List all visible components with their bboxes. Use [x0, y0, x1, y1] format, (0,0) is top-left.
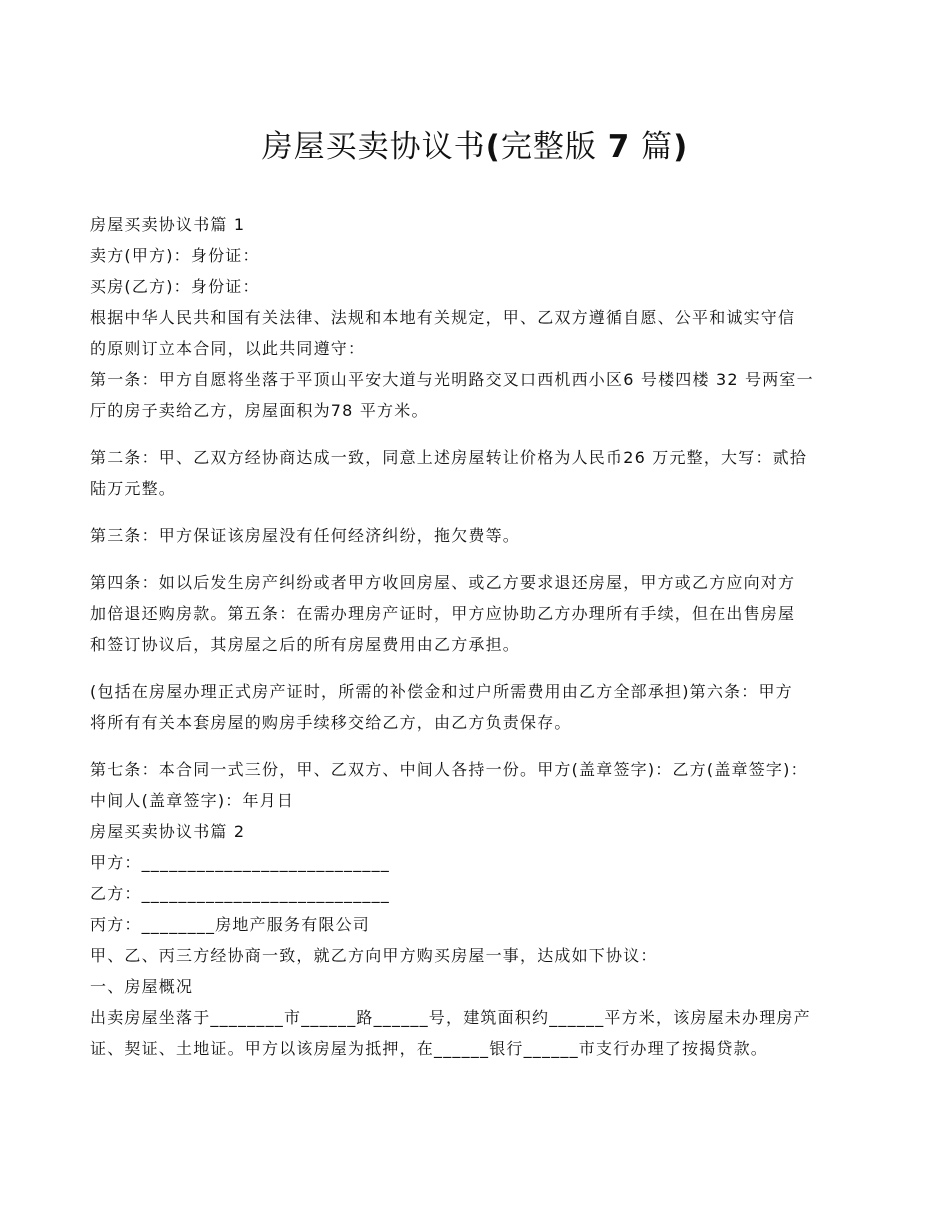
- preamble-line-2: 的原则订立本合同，以此共同遵守：: [90, 339, 366, 358]
- document-body: [90, 209, 880, 1064]
- party-c-line: 丙方：________房地产服务有限公司: [90, 915, 371, 934]
- party-a-line: 甲方：___________________________: [90, 853, 390, 872]
- party-b-line: 乙方：___________________________: [90, 884, 390, 903]
- clause-6-line-1: (包括在房屋办理正式房产证时，所需的补偿金和过户所需费用由乙方全部承担)第六条：甲方: [90, 682, 793, 701]
- clause-2-line-2: 陆万元整。: [90, 479, 177, 498]
- clause-4-line-3: 和签订协议后，其房屋之后的所有房屋费用由乙方承担。: [90, 635, 521, 654]
- title-prefix: 房屋买卖协议书: [261, 129, 486, 165]
- section-heading-2: 房屋买卖协议书篇 2: [90, 822, 246, 841]
- buyer-line: 买房(乙方)：身份证：: [90, 277, 260, 296]
- clause-7-line-2: 中间人(盖章签字)：年月日: [90, 791, 295, 810]
- section-heading-1: 房屋买卖协议书篇 1: [90, 215, 246, 234]
- clause-4-line-1: 第四条：如以后发生房产纠纷或者甲方收回房屋、或乙方要求退还房屋，甲方或乙方应向对方: [90, 573, 796, 592]
- property-overview-heading: 一、房屋概况: [90, 977, 194, 996]
- property-overview-line-1: 出卖房屋坐落于________市______路______号，建筑面积约______平方米，该房屋未办理房产: [90, 1008, 811, 1027]
- paragraph-gap: [90, 660, 880, 676]
- property-overview-line-2: 证、契证、土地证。甲方以该房屋为抵押，在______银行______市支行办理了按揭贷款。: [90, 1039, 769, 1058]
- title-suffix: 篇: [630, 129, 674, 165]
- clause-2-line-1: 第二条：甲、乙双方经协商达成一致，同意上述房屋转让价格为人民币26 万元整，大写：贰拾: [90, 448, 808, 467]
- title-number: 7: [607, 129, 631, 165]
- preamble-line-1: 根据中华人民共和国有关法律、法规和本地有关规定，甲、乙双方遵循自愿、公平和诚实守信: [90, 308, 796, 327]
- title-middle: 完整版: [500, 129, 597, 165]
- seller-line: 卖方(甲方)：身份证：: [90, 246, 260, 265]
- agreement-intro-line: 甲、乙、丙三方经协商一致，就乙方向甲方购买房屋一事，达成如下协议：: [90, 946, 658, 965]
- paragraph-gap: [90, 504, 880, 520]
- clause-4-line-2: 加倍退还购房款。第五条：在需办理房产证时，甲方应协助乙方办理所有手续，但在出售房屋: [90, 604, 796, 623]
- paragraph-gap: [90, 738, 880, 754]
- paragraph-gap: [90, 551, 880, 567]
- title-paren-open: (: [485, 129, 501, 165]
- clause-6-line-2: 将所有有关本套房屋的购房手续移交给乙方，由乙方负责保存。: [90, 713, 572, 732]
- clause-1-line-2: 厅的房子卖给乙方，房屋面积为78 平方米。: [90, 401, 429, 420]
- clause-7-line-1: 第七条：本合同一式三份，甲、乙双方、中间人各持一份。甲方(盖章签字)：乙方(盖章签字)：: [90, 760, 808, 779]
- clause-3-line: 第三条：甲方保证该房屋没有任何经济纠纷，拖欠费等。: [90, 526, 521, 545]
- title-paren-close: ): [673, 129, 689, 165]
- clause-1-line-1: 第一条：甲方自愿将坐落于平顶山平安大道与光明路交叉口西机西小区6 号楼四楼 32 号两室一: [90, 370, 814, 389]
- paragraph-gap: [90, 426, 880, 442]
- document-title: [0, 124, 950, 170]
